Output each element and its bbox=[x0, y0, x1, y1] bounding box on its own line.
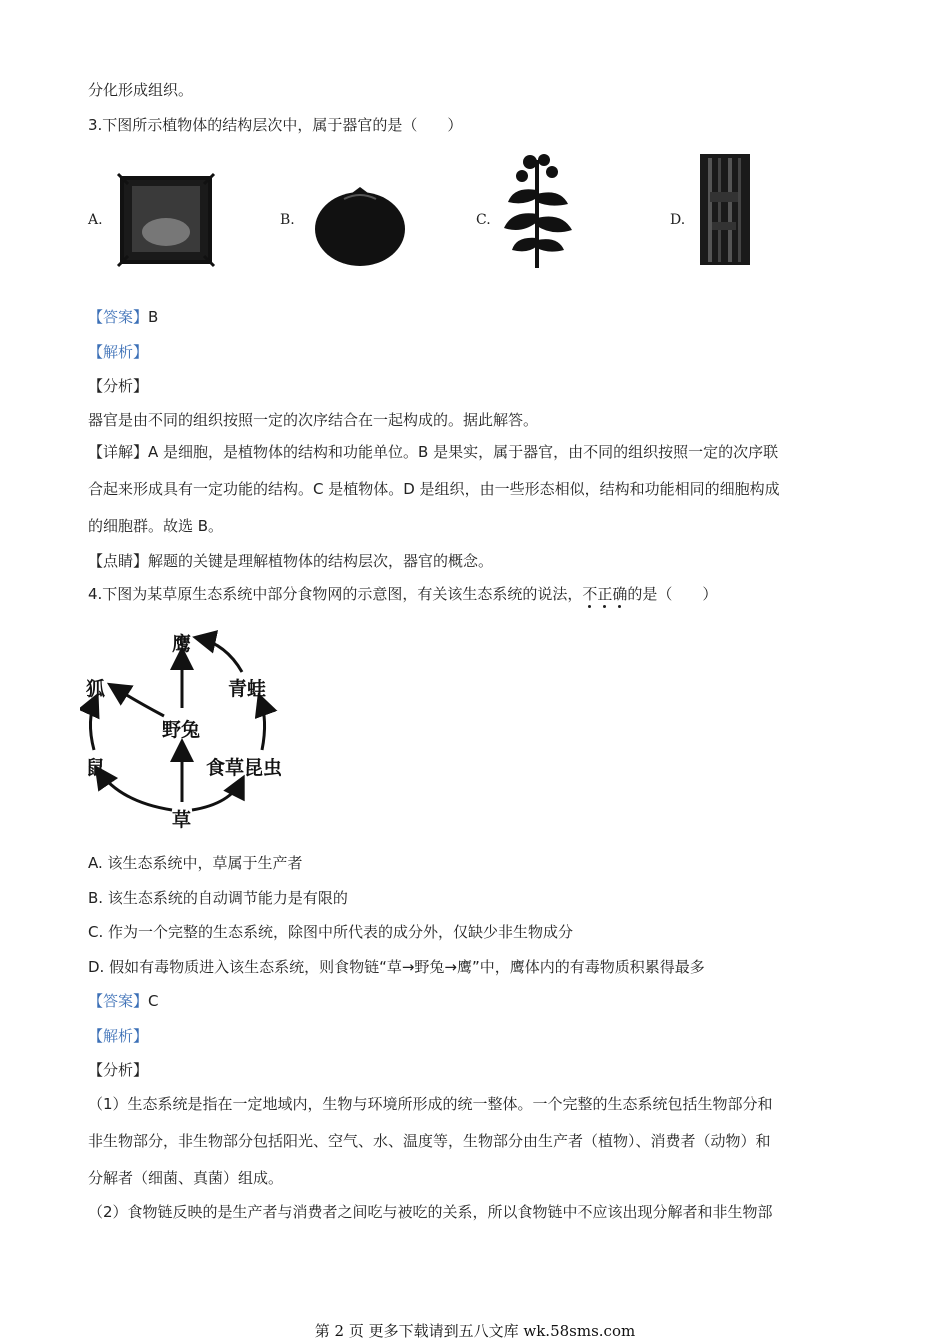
plant-image bbox=[500, 150, 575, 270]
q4-para1-2: 非生物部分，非生物部分包括阳光、空气、水、温度等，生物部分由生产者（植物）、消费者（动物）和 bbox=[88, 1132, 771, 1150]
q3-answer bbox=[88, 306, 158, 328]
option-d-label: D. bbox=[670, 212, 686, 228]
fruit-image bbox=[312, 185, 408, 267]
node-rabbit: 野兔 bbox=[162, 719, 201, 741]
option-a-label: A. bbox=[88, 212, 103, 228]
answer-tag: 【答案】 bbox=[88, 308, 149, 326]
emph-char: 不 bbox=[582, 585, 598, 603]
emph-char: 确 bbox=[612, 585, 628, 603]
q4-fenxi-tag: 【分析】 bbox=[88, 1061, 149, 1079]
node-fox: 狐 bbox=[86, 678, 106, 700]
q4-para1-3: 分解者（细菌、真菌）组成。 bbox=[88, 1169, 284, 1187]
emph-char: 正 bbox=[597, 585, 613, 603]
q4-text-pre: 4.下图为某草原生态系统中部分食物网的示意图，有关该生态系统的说法， bbox=[88, 585, 583, 603]
answer-tag: 【答案】 bbox=[88, 992, 149, 1010]
node-eagle: 鹰 bbox=[172, 633, 192, 655]
arrow-insect-to-frog bbox=[260, 698, 265, 750]
q3-fenxi-text: 器官是由不同的组织按照一定的次序结合在一起构成的。据此解答。 bbox=[88, 411, 539, 429]
answer-value: B bbox=[148, 308, 159, 326]
node-grass: 草 bbox=[172, 809, 192, 831]
q4-para2-1: （2）食物链反映的是生产者与消费者之间吃与被吃的关系，所以食物链中不应该出现分解者和非生物部 bbox=[88, 1203, 773, 1221]
q4-answer bbox=[88, 990, 159, 1012]
q4-para1-1: （1）生态系统是指在一定地域内，生物与环境所形成的统一整体。一个完整的生态系统包括生物部分和 bbox=[88, 1095, 773, 1113]
q4-option-b: B. 该生态系统的自动调节能力是有限的 bbox=[88, 889, 348, 907]
arrow-rabbit-to-fox bbox=[112, 686, 164, 716]
q3-detail-2: 合起来形成具有一定功能的结构。C 是植物体。D 是组织，由一些形态相似，结构和功能相同的细胞构成 bbox=[88, 480, 780, 498]
text-line: 分化形成组织。 bbox=[88, 81, 194, 99]
option-c-label: C. bbox=[476, 212, 491, 228]
arrow-grass-to-mouse bbox=[98, 770, 172, 810]
question-4 bbox=[88, 583, 717, 605]
answer-value: C bbox=[148, 992, 159, 1010]
q4-analysis-tag: 【解析】 bbox=[88, 1027, 149, 1045]
node-insect: 食草昆虫 bbox=[206, 757, 283, 779]
arrow-grass-to-insect bbox=[192, 780, 242, 810]
cell-image bbox=[116, 172, 216, 268]
q4-option-a: A. 该生态系统中，草属于生产者 bbox=[88, 854, 303, 872]
question-3: 3.下图所示植物体的结构层次中，属于器官的是（ ） bbox=[88, 116, 463, 134]
page-footer: 第 2 页 更多下载请到五八文库 wk.58sms.com bbox=[314, 1322, 636, 1340]
node-mouse: 鼠 bbox=[86, 757, 106, 779]
q4-option-c: C. 作为一个完整的生态系统，除图中所代表的成分外，仅缺少非生物成分 bbox=[88, 923, 574, 941]
tissue-image bbox=[698, 152, 752, 267]
node-frog: 青蛙 bbox=[228, 678, 267, 700]
q4-option-d: D. 假如有毒物质进入该生态系统，则食物链“草→野兔→鹰”中，鹰体内的有毒物质积累得最多 bbox=[88, 958, 705, 976]
arrow-mouse-to-fox bbox=[90, 698, 96, 750]
q3-fenxi-tag: 【分析】 bbox=[88, 377, 149, 395]
q3-dianjing: 【点睛】解题的关键是理解植物体的结构层次，器官的概念。 bbox=[88, 552, 494, 570]
arrow-frog-to-eagle bbox=[198, 638, 242, 672]
q3-detail-1: 【详解】A 是细胞，是植物体的结构和功能单位。B 是果实，属于器官，由不同的组织按照一定的次序联 bbox=[88, 443, 779, 461]
food-web-diagram bbox=[80, 620, 320, 835]
option-b-label: B. bbox=[280, 212, 295, 228]
q3-detail-3: 的细胞群。故选 B。 bbox=[88, 517, 224, 535]
q3-analysis-tag: 【解析】 bbox=[88, 343, 149, 361]
q4-text-post: 的是（ ） bbox=[627, 585, 718, 603]
